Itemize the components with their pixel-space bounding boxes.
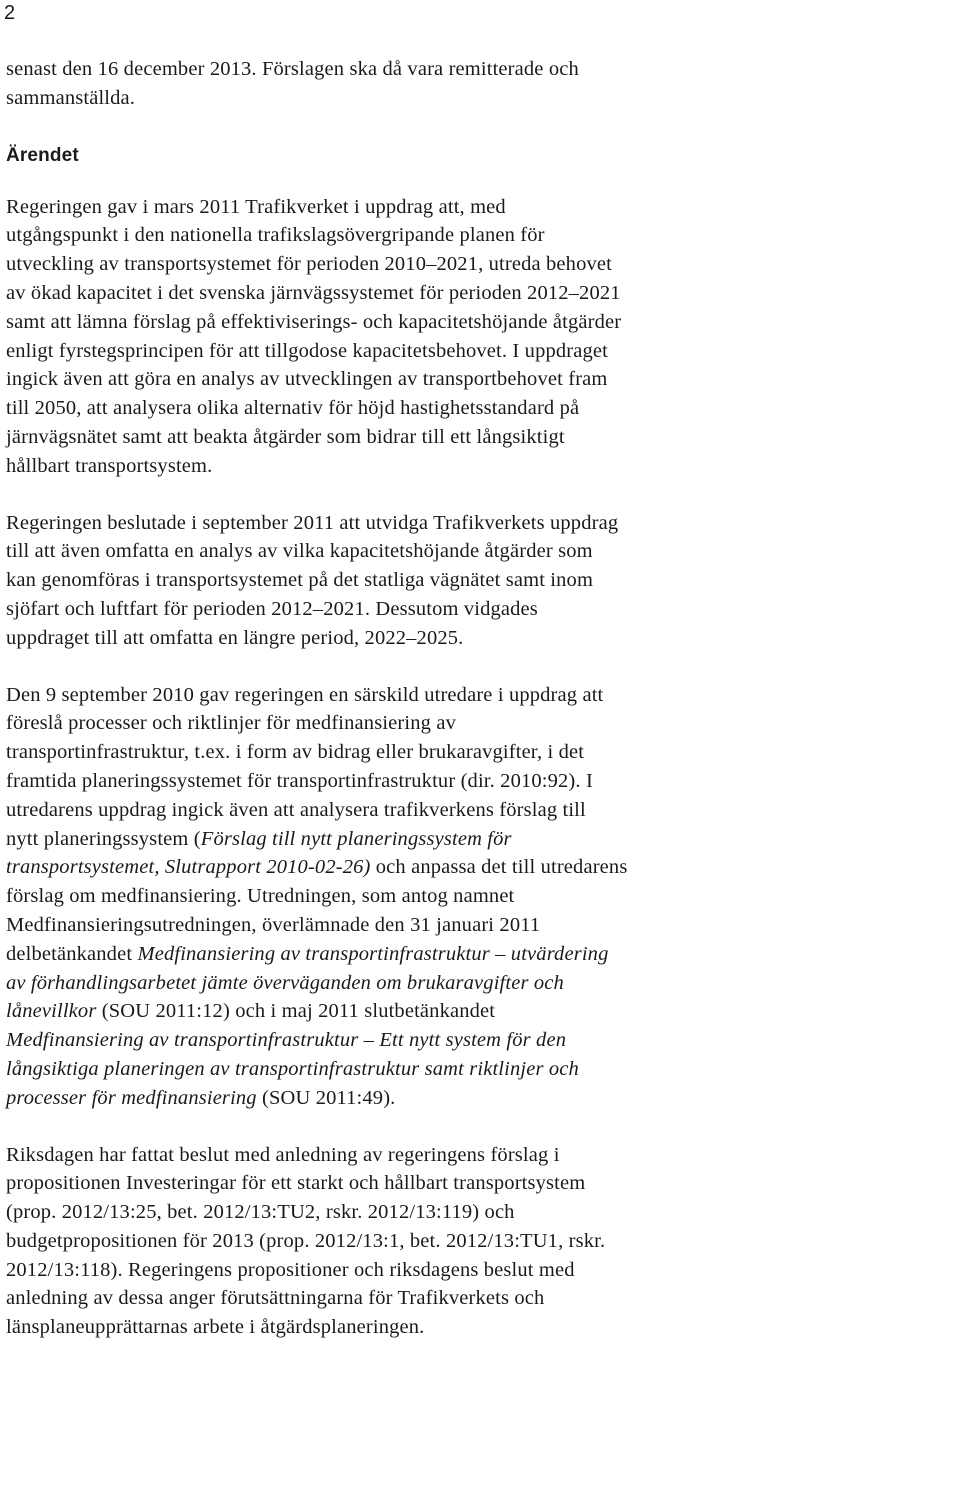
- italic-title: Medfinansiering av transportinfrastruktur – utvärdering: [137, 942, 609, 965]
- text-line: [6, 1084, 706, 1113]
- italic-title: transportsystemet, Slutrapport 2010-02-26): [6, 856, 371, 879]
- italic-title: processer för medfinansiering: [6, 1086, 257, 1109]
- text-line: transportinfrastruktur, t.ex. i form av bidrag eller brukaravgifter, i det: [6, 741, 585, 764]
- text-line: sammanställda.: [6, 86, 136, 109]
- italic-title: långsiktiga planeringen av transportinfrastruktur samt riktlinjer och: [6, 1057, 579, 1080]
- text-line: ingick även att göra en analys av utvecklingen av transportbehovet fram: [6, 368, 608, 391]
- text-line: förslag om medfinansiering. Utredningen, som antog namnet: [6, 885, 515, 908]
- text-line: till 2050, att analysera olika alternativ för höjd hastighetsstandard på: [6, 397, 580, 420]
- text-line: 2012/13:118). Regeringens propositioner och riksdagens beslut med: [6, 1258, 575, 1281]
- text-line: föreslå processer och riktlinjer för medfinansiering av: [6, 712, 456, 735]
- text-line: [6, 1055, 706, 1084]
- text-run: nytt planeringssystem (: [6, 827, 201, 850]
- text-line: Riksdagen har fattat beslut med anledning av regeringens förslag i: [6, 1143, 560, 1166]
- section-heading: Ärendet: [6, 144, 79, 166]
- text-line: (prop. 2012/13:25, bet. 2012/13:TU2, rskr. 2012/13:119) och: [6, 1201, 515, 1224]
- text-line: budgetpropositionen för 2013 (prop. 2012/13:1, bet. 2012/13:TU1, rskr.: [6, 1229, 606, 1252]
- text-line: Regeringen beslutade i september 2011 att utvidga Trafikverkets uppdrag: [6, 511, 619, 534]
- text-line: sjöfart och luftfart för perioden 2012–2021. Dessutom vidgades: [6, 597, 538, 620]
- paragraph-cofinancing: [6, 681, 706, 1113]
- text-line: Den 9 september 2010 gav regeringen en särskild utredare i uppdrag att: [6, 683, 604, 706]
- text-line: senast den 16 december 2013. Förslagen ska då vara remitterade och: [6, 58, 579, 80]
- page-number: 2: [4, 2, 16, 24]
- paragraph-riksdag-decision: [6, 1141, 706, 1343]
- text-line: [6, 1026, 706, 1055]
- text-line: utveckling av transportsystemet för perioden 2010–2021, utreda behovet: [6, 253, 612, 276]
- text-run: (SOU 2011:12) och i maj 2011 slutbetänkandet: [96, 1000, 496, 1023]
- paragraph-assignment: [6, 193, 706, 481]
- document-body: [6, 55, 706, 1342]
- intro-paragraph: [6, 55, 706, 113]
- paragraph-extension: [6, 509, 706, 653]
- text-line: uppdraget till att omfatta en längre period, 2022–2025.: [6, 626, 464, 649]
- text-line: järnvägsnätet samt att beakta åtgärder som bidrar till ett långsiktigt: [6, 425, 565, 448]
- italic-title: lånevillkor: [6, 1000, 97, 1023]
- text-line: framtida planeringssystemet för transportinfrastruktur (dir. 2010:92). I: [6, 769, 593, 792]
- text-line: [6, 853, 706, 882]
- text-line: Medfinansieringsutredningen, överlämnade den 31 januari 2011: [6, 913, 541, 936]
- italic-title: av förhandlingsarbetet jämte överväganden om brukaravgifter och: [6, 971, 564, 994]
- italic-title: Medfinansiering av transportinfrastruktur – Ett nytt system för den: [6, 1029, 567, 1052]
- text-line: Regeringen gav i mars 2011 Trafikverket i uppdrag att, med: [6, 195, 506, 218]
- text-line: propositionen Investeringar för ett starkt och hållbart transportsystem: [6, 1172, 586, 1195]
- text-line: kan genomföras i transportsystemet på det statliga vägnätet samt inom: [6, 569, 594, 592]
- text-line: utredarens uppdrag ingick även att analysera trafikverkens förslag till: [6, 798, 586, 821]
- text-line: enligt fyrstegsprincipen för att tillgodose kapacitetsbehovet. I uppdraget: [6, 339, 609, 362]
- text-line: [6, 825, 706, 854]
- text-run: och anpassa det till utredarens: [370, 856, 628, 879]
- text-line: länsplaneupprättarnas arbete i åtgärdsplaneringen.: [6, 1316, 425, 1339]
- text-line: utgångspunkt i den nationella trafikslagsövergripande planen för: [6, 224, 545, 247]
- text-run: (SOU 2011:49).: [256, 1086, 396, 1109]
- text-line: hållbart transportsystem.: [6, 454, 213, 477]
- text-run: delbetänkandet: [6, 942, 138, 965]
- text-line: [6, 969, 706, 998]
- text-line: av ökad kapacitet i det svenska järnvägssystemet för perioden 2012–2021: [6, 281, 621, 304]
- text-line: samt att lämna förslag på effektiviserings- och kapacitetshöjande åtgärder: [6, 310, 622, 333]
- text-line: anledning av dessa anger förutsättningarna för Trafikverkets och: [6, 1287, 545, 1310]
- text-line: till att även omfatta en analys av vilka kapacitetshöjande åtgärder som: [6, 540, 593, 563]
- text-line: [6, 997, 706, 1026]
- italic-title: Förslag till nytt planeringssystem för: [200, 827, 512, 850]
- text-line: [6, 940, 706, 969]
